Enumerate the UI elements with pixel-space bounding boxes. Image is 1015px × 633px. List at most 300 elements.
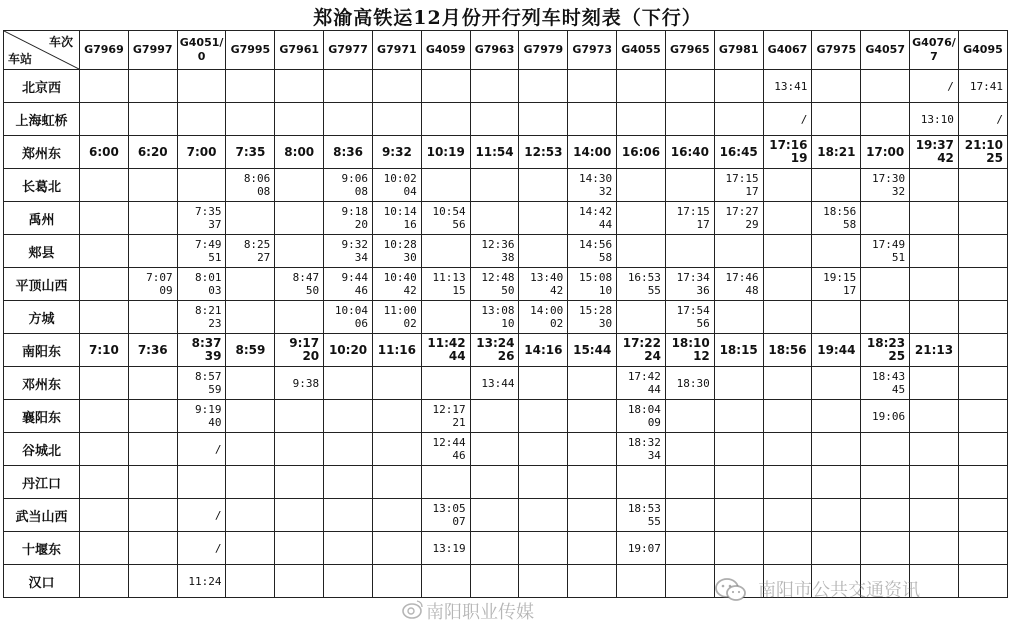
time-cell — [372, 367, 421, 400]
time-cell — [714, 532, 763, 565]
station-name: 邓州东 — [4, 367, 80, 400]
arrival-time: 17:16 — [769, 138, 808, 152]
time-cell: 7:36 — [128, 334, 177, 367]
time-cell — [958, 301, 1007, 334]
arrival-time: 11:00 — [383, 304, 417, 317]
time-cell — [568, 565, 617, 598]
arrival-time: 18:10 — [671, 336, 710, 350]
table-row — [4, 136, 1008, 169]
time-cell — [910, 499, 959, 532]
time-cell — [665, 169, 714, 202]
arrival-time: 18:32 — [627, 436, 661, 449]
table-row — [4, 367, 1008, 400]
arrival-time: 14:00 — [530, 304, 564, 317]
time-cell: / — [177, 532, 226, 565]
arrival-time: 11:13 — [432, 271, 466, 284]
time-cell — [665, 334, 714, 367]
time-cell — [128, 103, 177, 136]
time-cell — [324, 433, 373, 466]
departure-minute: 58 — [598, 251, 613, 264]
time-cell — [568, 235, 617, 268]
time-cell — [714, 202, 763, 235]
departure-minute: 02 — [403, 317, 417, 330]
time-cell — [128, 400, 177, 433]
time-cell: 8:36 — [324, 136, 373, 169]
departure-minute: 42 — [550, 284, 564, 297]
time-cell — [128, 235, 177, 268]
time-cell — [910, 169, 959, 202]
time-cell — [958, 202, 1007, 235]
arrival-time: 8:01 — [194, 271, 222, 284]
time-cell — [177, 202, 226, 235]
time-cell: 9:38 — [275, 367, 324, 400]
departure-minute: 07 — [452, 515, 466, 528]
time-cell — [421, 301, 470, 334]
time-cell — [372, 565, 421, 598]
time-cell — [177, 367, 226, 400]
time-cell: 10:20 — [324, 334, 373, 367]
time-cell — [568, 367, 617, 400]
train-number-header: G7963 — [470, 31, 519, 70]
arrival-time: 12:17 — [432, 403, 466, 416]
time-cell: 18:15 — [714, 334, 763, 367]
time-cell — [763, 136, 812, 169]
departure-minute: 08 — [354, 185, 368, 198]
table-row — [4, 202, 1008, 235]
time-cell — [324, 268, 373, 301]
arrival-time: 13:05 — [432, 502, 466, 515]
time-cell — [568, 433, 617, 466]
time-cell: / — [910, 70, 959, 103]
time-cell — [226, 301, 275, 334]
time-cell — [421, 103, 470, 136]
time-cell — [910, 532, 959, 565]
arrival-time: 10:02 — [383, 172, 417, 185]
time-cell — [958, 532, 1007, 565]
departure-minute: 51 — [208, 251, 222, 264]
departure-minute: 08 — [257, 185, 271, 198]
time-cell: 19:44 — [812, 334, 861, 367]
table-row — [4, 268, 1008, 301]
departure-minute: 48 — [745, 284, 759, 297]
train-number-header: G4076/ 7 — [910, 31, 959, 70]
time-cell — [421, 466, 470, 499]
time-cell: 10:19 — [421, 136, 470, 169]
station-name: 长葛北 — [4, 169, 80, 202]
arrival-time: 10:04 — [334, 304, 368, 317]
time-cell — [665, 70, 714, 103]
time-cell — [470, 532, 519, 565]
train-number-header: G4051/ 0 — [177, 31, 226, 70]
time-cell — [470, 433, 519, 466]
wechat-watermark: 南阳市公共交通资讯 — [758, 580, 920, 601]
time-cell — [714, 466, 763, 499]
time-cell — [128, 301, 177, 334]
time-cell: 15:44 — [568, 334, 617, 367]
time-cell — [372, 499, 421, 532]
time-cell — [568, 70, 617, 103]
train-number-header: G7969 — [80, 31, 129, 70]
time-cell — [80, 202, 129, 235]
time-cell — [812, 301, 861, 334]
arrival-time: 17:54 — [676, 304, 710, 317]
time-cell — [421, 400, 470, 433]
time-cell — [617, 367, 666, 400]
time-cell — [763, 268, 812, 301]
station-name: 上海虹桥 — [4, 103, 80, 136]
departure-minute: 12 — [693, 349, 710, 363]
time-cell — [812, 532, 861, 565]
train-number-header: G4059 — [421, 31, 470, 70]
time-cell — [812, 466, 861, 499]
table-header-row — [4, 31, 1008, 70]
arrival-time: 10:40 — [383, 271, 417, 284]
time-cell — [763, 499, 812, 532]
departure-minute: 25 — [986, 151, 1003, 165]
arrival-time: 9:44 — [341, 271, 368, 284]
departure-minute: 03 — [208, 284, 222, 297]
station-name: 汉口 — [4, 565, 80, 598]
time-cell — [421, 235, 470, 268]
departure-minute: 21 — [452, 416, 466, 429]
time-cell: 14:16 — [519, 334, 568, 367]
departure-minute: 46 — [452, 449, 466, 462]
time-cell — [372, 103, 421, 136]
time-cell: / — [177, 499, 226, 532]
time-cell — [324, 565, 373, 598]
time-cell — [275, 103, 324, 136]
time-cell — [372, 268, 421, 301]
departure-minute: 59 — [208, 383, 222, 396]
arrival-time: 8:06 — [243, 172, 271, 185]
time-cell — [177, 169, 226, 202]
arrival-time: 13:40 — [530, 271, 564, 284]
time-cell — [128, 202, 177, 235]
station-name: 北京西 — [4, 70, 80, 103]
time-cell — [519, 235, 568, 268]
arrival-time: 9:32 — [341, 238, 368, 251]
time-cell — [812, 367, 861, 400]
time-cell — [958, 268, 1007, 301]
time-cell — [470, 70, 519, 103]
time-cell — [80, 433, 129, 466]
time-cell — [324, 499, 373, 532]
time-cell — [714, 235, 763, 268]
time-cell — [470, 565, 519, 598]
time-cell — [324, 169, 373, 202]
time-cell — [324, 400, 373, 433]
table-row — [4, 532, 1008, 565]
time-cell — [812, 268, 861, 301]
time-cell: / — [958, 103, 1007, 136]
time-cell — [617, 565, 666, 598]
time-cell — [177, 301, 226, 334]
time-cell: 18:30 — [665, 367, 714, 400]
time-cell — [568, 202, 617, 235]
time-cell — [421, 367, 470, 400]
time-cell: 11:24 — [177, 565, 226, 598]
time-cell — [470, 103, 519, 136]
corner-header-cell — [4, 31, 80, 70]
time-cell — [665, 433, 714, 466]
time-cell — [128, 532, 177, 565]
time-cell — [372, 202, 421, 235]
arrival-time: 21:10 — [964, 138, 1003, 152]
time-cell — [275, 466, 324, 499]
time-cell — [910, 136, 959, 169]
departure-minute: 44 — [598, 218, 613, 231]
train-number-header: G7971 — [372, 31, 421, 70]
time-cell — [372, 169, 421, 202]
time-cell — [324, 466, 373, 499]
time-cell — [372, 433, 421, 466]
time-cell — [324, 103, 373, 136]
time-cell — [910, 466, 959, 499]
time-cell — [910, 367, 959, 400]
table-row — [4, 103, 1008, 136]
departure-minute: 34 — [354, 251, 368, 264]
time-cell — [421, 433, 470, 466]
time-cell — [226, 367, 275, 400]
time-cell — [958, 367, 1007, 400]
time-cell — [80, 499, 129, 532]
time-cell — [275, 532, 324, 565]
time-cell — [568, 532, 617, 565]
time-cell — [226, 466, 275, 499]
time-cell — [763, 169, 812, 202]
departure-minute: 45 — [891, 383, 906, 396]
train-number-header: G7979 — [519, 31, 568, 70]
time-cell — [177, 70, 226, 103]
departure-minute: 46 — [354, 284, 368, 297]
arrival-time: 17:15 — [676, 205, 710, 218]
time-cell — [226, 103, 275, 136]
time-cell — [958, 400, 1007, 433]
arrival-time: 12:48 — [481, 271, 515, 284]
station-name: 丹江口 — [4, 466, 80, 499]
time-cell — [80, 268, 129, 301]
time-cell — [275, 499, 324, 532]
time-cell — [568, 103, 617, 136]
departure-minute: 42 — [937, 151, 954, 165]
station-name: 襄阳东 — [4, 400, 80, 433]
time-cell — [665, 499, 714, 532]
time-cell: 19:06 — [861, 400, 910, 433]
time-cell: 16:40 — [665, 136, 714, 169]
departure-minute: 42 — [403, 284, 417, 297]
time-cell — [128, 433, 177, 466]
time-cell: 17:41 — [958, 70, 1007, 103]
corner-station-label: 车站 — [8, 52, 33, 66]
time-cell — [861, 334, 910, 367]
time-cell — [617, 268, 666, 301]
time-cell — [958, 169, 1007, 202]
time-cell — [470, 301, 519, 334]
time-cell — [421, 499, 470, 532]
time-cell — [177, 400, 226, 433]
station-name: 郏县 — [4, 235, 80, 268]
time-cell — [324, 532, 373, 565]
time-cell — [470, 466, 519, 499]
time-cell — [617, 202, 666, 235]
time-cell — [568, 400, 617, 433]
time-cell — [80, 565, 129, 598]
time-cell: 9:32 — [372, 136, 421, 169]
time-cell — [958, 136, 1007, 169]
time-cell — [80, 532, 129, 565]
time-cell — [665, 466, 714, 499]
time-cell — [128, 565, 177, 598]
departure-minute: 39 — [204, 349, 222, 363]
time-cell — [519, 367, 568, 400]
time-cell — [812, 70, 861, 103]
time-cell — [665, 400, 714, 433]
arrival-time: 8:37 — [191, 336, 222, 350]
time-cell — [128, 70, 177, 103]
table-row — [4, 400, 1008, 433]
station-name: 十堰东 — [4, 532, 80, 565]
time-cell — [714, 400, 763, 433]
time-cell: 13:41 — [763, 70, 812, 103]
time-cell — [372, 301, 421, 334]
departure-minute: 34 — [647, 449, 661, 462]
station-name: 谷城北 — [4, 433, 80, 466]
time-cell — [470, 400, 519, 433]
time-cell — [177, 103, 226, 136]
time-cell — [275, 202, 324, 235]
time-cell — [714, 70, 763, 103]
departure-minute: 55 — [647, 515, 661, 528]
time-cell — [470, 334, 519, 367]
time-cell — [470, 235, 519, 268]
time-cell — [226, 235, 275, 268]
arrival-time: 7:35 — [194, 205, 222, 218]
time-cell — [324, 301, 373, 334]
station-name: 方城 — [4, 301, 80, 334]
time-cell — [763, 235, 812, 268]
time-cell — [372, 466, 421, 499]
time-cell — [665, 565, 714, 598]
departure-minute: 20 — [302, 349, 320, 363]
time-cell — [617, 169, 666, 202]
departure-minute: 17 — [843, 284, 857, 297]
departure-minute: 37 — [208, 218, 222, 231]
time-cell — [372, 235, 421, 268]
arrival-time: 8:57 — [194, 370, 222, 383]
arrival-time: 9:19 — [194, 403, 222, 416]
time-cell — [910, 235, 959, 268]
time-cell: 6:00 — [80, 136, 129, 169]
time-cell — [324, 202, 373, 235]
time-cell — [177, 466, 226, 499]
departure-minute: 56 — [452, 218, 466, 231]
departure-minute: 25 — [888, 349, 906, 363]
time-cell — [421, 70, 470, 103]
time-cell: 8:00 — [275, 136, 324, 169]
arrival-time: 17:42 — [627, 370, 661, 383]
time-cell — [665, 103, 714, 136]
time-cell — [470, 169, 519, 202]
station-name: 郑州东 — [4, 136, 80, 169]
time-cell — [519, 103, 568, 136]
time-cell — [128, 466, 177, 499]
departure-minute: 44 — [647, 383, 661, 396]
time-cell — [958, 499, 1007, 532]
time-cell — [812, 400, 861, 433]
time-cell — [714, 169, 763, 202]
table-row — [4, 301, 1008, 334]
table-row — [4, 70, 1008, 103]
arrival-time: 18:53 — [627, 502, 661, 515]
departure-minute: 55 — [647, 284, 661, 297]
time-cell — [714, 268, 763, 301]
time-cell — [617, 433, 666, 466]
arrival-time: 8:25 — [243, 238, 271, 251]
time-cell — [226, 70, 275, 103]
time-cell — [128, 169, 177, 202]
departure-minute: 15 — [452, 284, 466, 297]
weibo-watermark: 南阳职业传媒 — [426, 602, 534, 623]
time-cell — [519, 202, 568, 235]
arrival-time: 12:36 — [481, 238, 515, 251]
arrival-time: 14:56 — [578, 238, 613, 251]
time-cell: 18:56 — [763, 334, 812, 367]
time-cell — [665, 235, 714, 268]
departure-minute: 29 — [745, 218, 759, 231]
arrival-time: 9:06 — [341, 172, 368, 185]
time-cell — [568, 301, 617, 334]
time-cell — [617, 235, 666, 268]
time-cell — [128, 367, 177, 400]
time-cell — [470, 268, 519, 301]
arrival-time: 19:15 — [823, 271, 857, 284]
time-cell — [470, 499, 519, 532]
train-number-header: G7997 — [128, 31, 177, 70]
time-cell — [80, 466, 129, 499]
page-title: 郑渝高铁运12月份开行列车时刻表（下行） — [313, 7, 702, 29]
time-cell — [519, 565, 568, 598]
time-cell — [80, 103, 129, 136]
time-cell — [177, 334, 226, 367]
time-cell — [861, 301, 910, 334]
time-cell — [861, 499, 910, 532]
time-cell — [812, 202, 861, 235]
time-cell: 13:10 — [910, 103, 959, 136]
time-cell — [275, 433, 324, 466]
time-cell — [714, 301, 763, 334]
time-cell — [665, 268, 714, 301]
time-cell — [812, 103, 861, 136]
time-cell — [80, 70, 129, 103]
time-cell — [812, 235, 861, 268]
arrival-time: 18:56 — [823, 205, 857, 218]
time-cell — [958, 466, 1007, 499]
time-cell — [861, 103, 910, 136]
time-cell — [617, 466, 666, 499]
arrival-time: 18:43 — [871, 370, 906, 383]
time-cell — [958, 334, 1007, 367]
departure-minute: 27 — [257, 251, 271, 264]
departure-minute: 17 — [696, 218, 710, 231]
time-cell — [421, 565, 470, 598]
time-cell — [568, 268, 617, 301]
train-number-header: G7977 — [324, 31, 373, 70]
time-cell — [665, 532, 714, 565]
train-number-header: G7965 — [665, 31, 714, 70]
time-cell — [80, 235, 129, 268]
arrival-time: 8:21 — [194, 304, 222, 317]
arrival-time: 14:30 — [578, 172, 613, 185]
